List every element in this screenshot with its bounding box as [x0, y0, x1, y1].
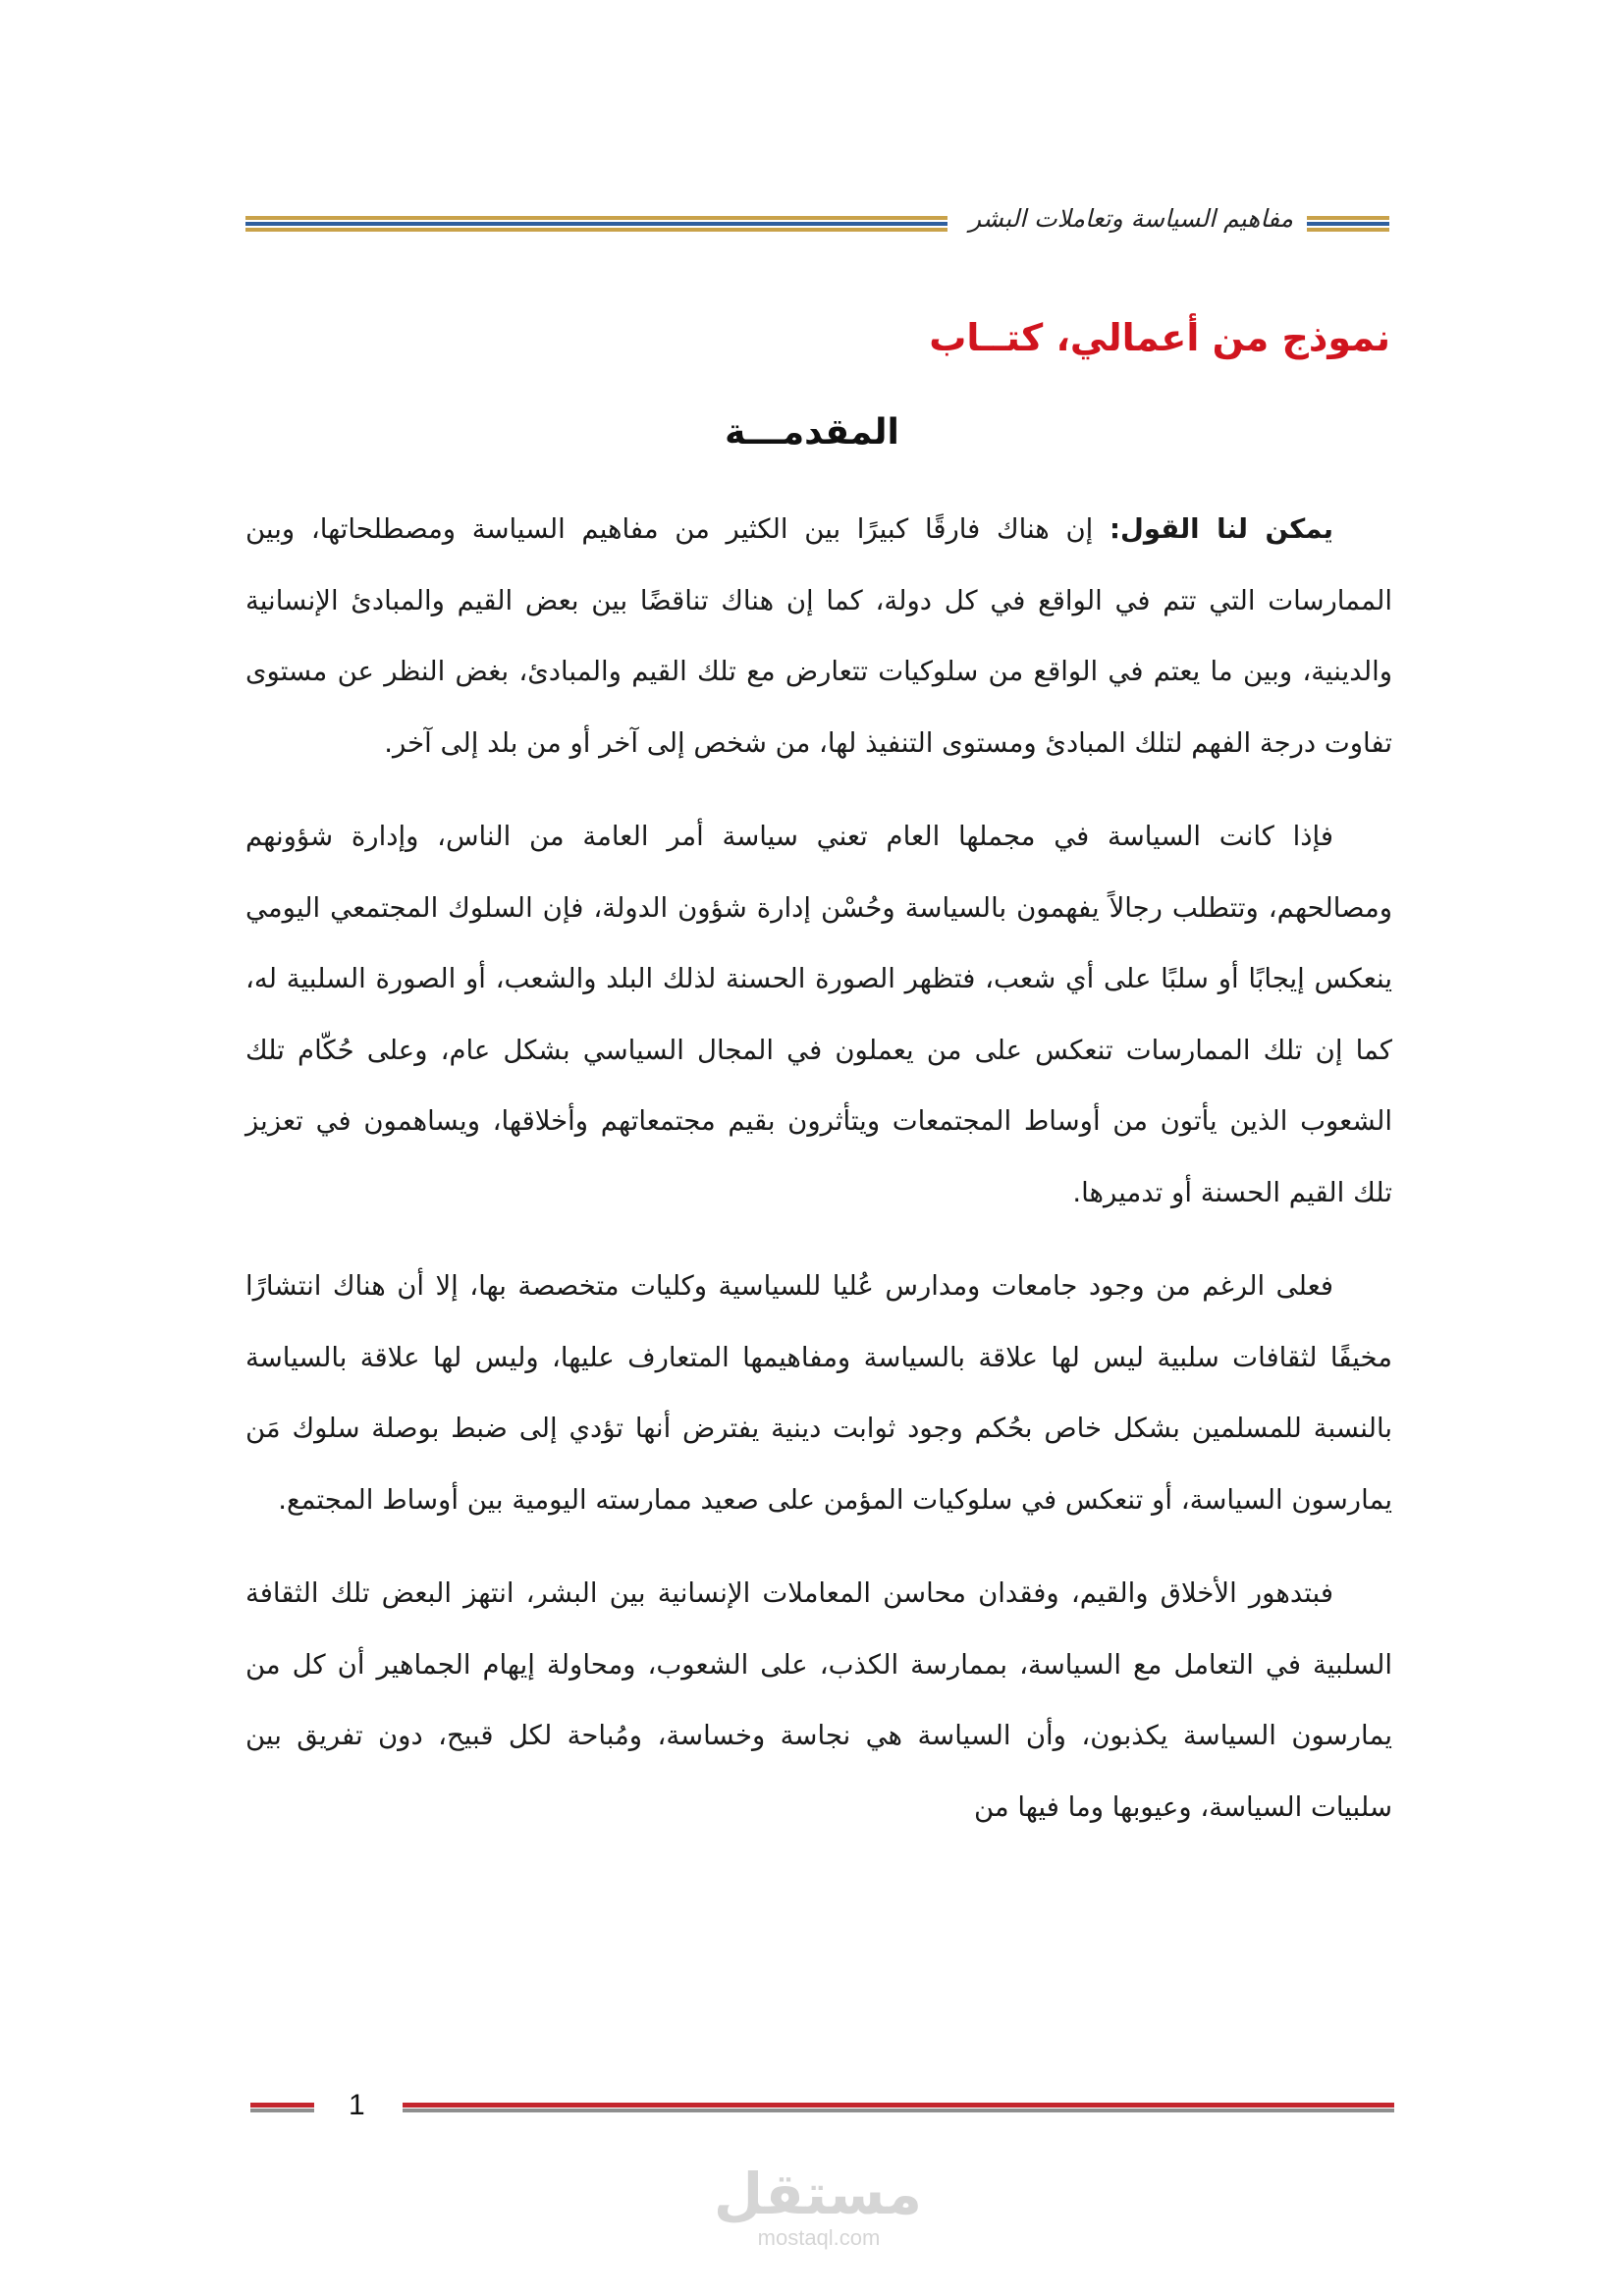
page-footer	[250, 2089, 1394, 2128]
paragraph-lead: يمكن لنا القول:	[1109, 513, 1334, 545]
footer-rule-red	[403, 2103, 1394, 2108]
body-text	[245, 494, 1392, 1865]
footer-rule-gray	[403, 2109, 1394, 2112]
header-rule-blue	[245, 222, 947, 226]
header-rule-gold	[245, 216, 947, 220]
running-header	[245, 196, 1389, 240]
section-title: المقدمـــة	[725, 412, 899, 453]
footer-rule-gray-short	[250, 2109, 314, 2112]
paragraph: فإذا كانت السياسة في مجملها العام تعني سياسة أمر العامة من الناس، وإدارة شؤونهم ومصالحهم، وتتطلب رجالاً يفهمون بالسياسة وحُسْن إدارة شؤون الدولة، فإن السلوك المجتمعي اليومي ينعكس إيجابًا أو سلبًا على أي شعب، فتظهر الصورة الحسنة لذلك البلد والشعب، أو الصورة السلبية له، كما إن تلك الممارسات تنعكس على من يعملون في المجال السياسي بشكل عام، وعلى حُكّام تلك الشعوب الذين يأتون من أوساط المجتمعات ويتأثرون بقيم مجتمعاتهم وأخلاقها، ويساهمون في تعزيز تلك القيم الحسنة أو تدميرها.	[245, 821, 1392, 1208]
watermark-url: mostaql.com	[757, 2225, 881, 2250]
paragraph: فبتدهور الأخلاق والقيم، وفقدان محاسن المعاملات الإنسانية بين البشر، انتهز البعض تلك الثقافة السلبية في التعامل مع السياسة، بممارسة الكذب، على الشعوب، ومحاولة إيهام الجماهير أن كل من يمارسون السياسة يكذبون، وأن السياسة هي نجاسة وخساسة، ومُباحة لكل قبيح، دون تفريق بين سلبيات السياسة، وعيوبها وما فيها من	[245, 1577, 1392, 1823]
footer-rule-red-short	[250, 2103, 314, 2108]
watermark	[713, 2161, 922, 2253]
sample-heading: نموذج من أعمالي، كتــاب	[929, 316, 1390, 359]
paragraph	[245, 494, 1392, 778]
header-rule-blue-short	[1307, 222, 1389, 226]
page-number: 1	[349, 2089, 365, 2121]
header-rule-gold-short	[1307, 216, 1389, 220]
watermark-logo: مستقل	[713, 2161, 922, 2227]
header-rule-gold	[245, 228, 947, 232]
header-title: مفاهيم السياسة وتعاملات البشر	[959, 204, 1303, 233]
header-rule-gold-short	[1307, 228, 1389, 232]
paragraph: فعلى الرغم من وجود جامعات ومدارس عُليا للسياسية وكليات متخصصة بها، إلا أن هناك انتشارًا مخيفًا لثقافات سلبية ليس لها علاقة بالسياسة ومفاهيمها المتعارف عليها، وليس لها علاقة بالسياسة بالنسبة للمسلمين بشكل خاص بحُكم وجود ثوابت دينية يفترض أنها تؤدي إلى ضبط بوصلة سلوك مَن يمارسون السياسة، أو تنعكس في سلوكيات المؤمن على صعيد ممارسته اليومية بين أوساط المجتمع.	[245, 1270, 1392, 1516]
paragraph-text: إن هناك فارقًا كبيرًا بين الكثير من مفاهيم السياسة ومصطلحاتها، وبين الممارسات التي تتم في الواقع في كل دولة، كما إن هناك تناقضًا بين بعض القيم والمبادئ الإنسانية والدينية، وبين ما يعتم في الواقع من سلوكيات تتعارض مع تلك القيم والمبادئ، بغض النظر عن مستوى تفاوت درجة الفهم لتلك المبادئ ومستوى التنفيذ لها، من شخص إلى آخر أو من بلد إلى آخر.	[245, 513, 1392, 759]
